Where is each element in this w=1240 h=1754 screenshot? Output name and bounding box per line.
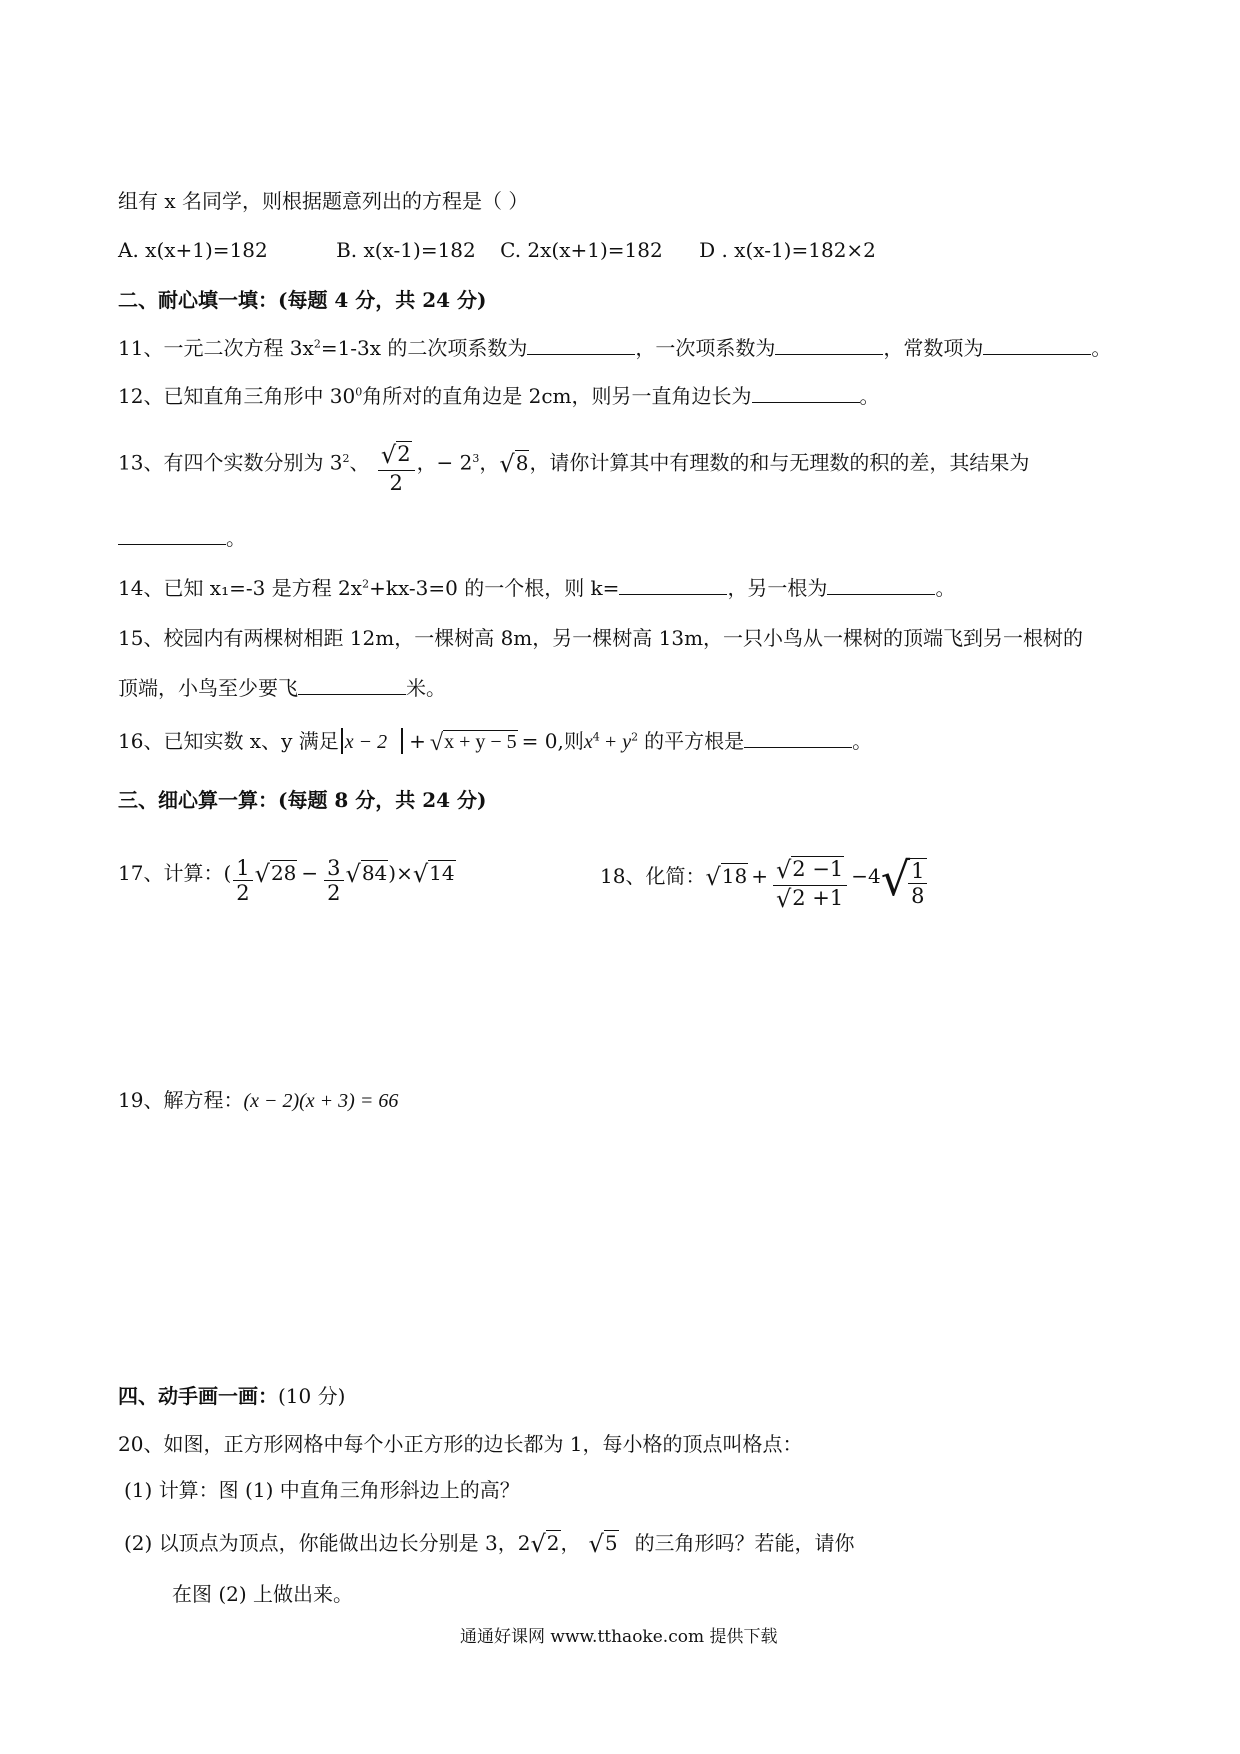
answer-blank[interactable] — [527, 338, 635, 355]
question-18: 18、化简：√18 + $\frac{√2 -1}{√2 +1}$ −4√ $\frac{1}{8}$ — [600, 856, 929, 914]
answer-blank[interactable] — [775, 338, 883, 355]
question-13: 13、有四个实数分别为 $3^2$、 $\frac{√2}{2}$ ，− $2^3$，√8，请你计算其中有理数的和与无理数的积的差，其结果为 — [118, 441, 1030, 495]
option-c: C. 2x(x+1)=182 — [500, 238, 663, 262]
question-15-line-1: 15、校园内有两棵树相距 12m，一棵树高 8m，另一棵树高 13m，一只小鸟从一棵树的顶端飞到另一根树的 — [118, 626, 1084, 650]
section-3-title: 三、细心算一算：(每题 8 分，共 24 分) — [118, 788, 487, 812]
question-11: 11、一元二次方程 $3x^2=1-3x$ 的二次项系数为 ，一次项系数为 ，常数项为 。 — [118, 336, 1112, 360]
q10-options — [118, 240, 876, 260]
question-16: 16、已知实数 x、y 满足 x − 2 + √x + y − 5 = 0,则$x^4 + y^2$ 的平方根是 。 — [118, 729, 873, 756]
option-d: D . x(x-1)=182×2 — [699, 238, 876, 262]
section-4-title: 四、动手画一画：(10 分) — [118, 1384, 346, 1408]
question-15-line-2: 顶端，小鸟至少要飞 米。 — [118, 676, 446, 700]
question-17: 17、计算：( $\frac{1}{2}$ √28 − $\frac{3}{2}$ √84)×√14 — [118, 856, 455, 906]
answer-blank[interactable] — [118, 528, 226, 545]
question-19: 19、解方程：(x − 2)(x + 3) = 66 — [118, 1088, 399, 1112]
answer-blank[interactable] — [298, 678, 406, 695]
answer-blank[interactable] — [619, 578, 727, 595]
answer-blank[interactable] — [983, 338, 1091, 355]
option-a: A. x(x+1)=182 — [118, 238, 268, 262]
option-b: B. x(x-1)=182 — [336, 238, 476, 262]
question-20-part-2-line-2: 在图 (2) 上做出来。 — [172, 1582, 354, 1606]
question-20-part-1: (1) 计算：图 (1) 中直角三角形斜边上的高？ — [124, 1478, 520, 1502]
answer-blank[interactable] — [827, 578, 935, 595]
question-12: 12、已知直角三角形中 $30^0$角所对的直角边是 2cm，则另一直角边长为 。 — [118, 384, 880, 408]
answer-blank[interactable] — [744, 731, 852, 748]
page-footer: 通通好课网 www.tthaoke.com 提供下载 — [460, 1627, 778, 1647]
question-14: 14、已知 x₁=-3 是方程 $2x^2+kx-3=0$ 的一个根，则 k= ，另一根为 。 — [118, 576, 956, 600]
fraction-sqrt2-over-2: $\frac{√2}{2}$ — [378, 442, 415, 495]
answer-blank[interactable] — [752, 386, 860, 403]
section-2-title: 二、耐心填一填：(每题 4 分，共 24 分) — [118, 288, 487, 312]
sqrt-8: √8 — [499, 449, 529, 478]
question-20-intro: 20、如图，正方形网格中每个小正方形的边长都为 1，每小格的顶点叫格点： — [118, 1432, 803, 1456]
question-13-answer-line: 。 — [118, 528, 246, 548]
question-20-part-2: (2) 以顶点为顶点，你能做出边长分别是 3，2√2， √5 的三角形吗？若能，请你 — [124, 1530, 855, 1558]
sqrt-x-plus-y-minus-5: √x + y − 5 — [429, 730, 517, 756]
q10-stem: 组有 x 名同学，则根据题意列出的方程是（ ） — [118, 189, 529, 213]
